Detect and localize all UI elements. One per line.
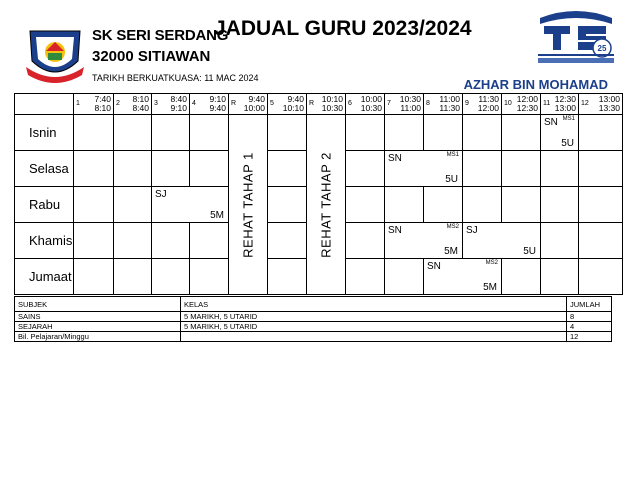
slot-cell (114, 115, 152, 151)
summary-header-classes: KELAS (181, 297, 567, 312)
slot-cell (346, 187, 385, 223)
break-cell-tahap-2: REHAT TAHAP 2 (307, 115, 346, 295)
slot-cell (385, 187, 424, 223)
slot-cell (346, 223, 385, 259)
period-header: 1 7:40 8:10 (74, 94, 114, 115)
slot-cell (268, 151, 307, 187)
day-label: Khamis (15, 223, 74, 259)
slot-cell (268, 115, 307, 151)
day-label: Isnin (15, 115, 74, 151)
lesson-class: 5M (444, 246, 458, 257)
summary-header-row (15, 297, 612, 312)
slot-cell (502, 151, 541, 187)
day-label: Jumaat (15, 259, 74, 295)
lesson-room: MS2 (485, 260, 498, 266)
lesson-subject: SN (388, 225, 402, 236)
slot-cell (502, 259, 541, 295)
slot-cell (424, 115, 463, 151)
slot-cell (346, 115, 385, 151)
summary-row (15, 322, 612, 332)
slot-cell (502, 115, 541, 151)
slot-cell (541, 223, 579, 259)
subject-summary-table (14, 296, 611, 342)
slot-cell (385, 115, 424, 151)
summary-total: 8 (567, 312, 612, 322)
slot-cell (385, 259, 424, 295)
school-logo (24, 25, 86, 85)
slot-cell (190, 115, 229, 151)
period-header: 12 13:00 13:30 (579, 94, 623, 115)
slot-cell (346, 259, 385, 295)
ministry-logo (536, 8, 616, 64)
slot-cell (579, 223, 623, 259)
period-header: 11 12:30 13:00 (541, 94, 579, 115)
slot-cell (74, 223, 114, 259)
summary-row (15, 312, 612, 322)
slot-cell (190, 151, 229, 187)
slot-cell (74, 259, 114, 295)
period-header: 4 9:10 9:40 (190, 94, 229, 115)
period-header: 5 9:40 10:10 (268, 94, 307, 115)
school-crest-icon (24, 25, 86, 85)
lesson-room: MS1 (446, 152, 459, 158)
slot-cell (190, 223, 229, 259)
slot-cell (579, 187, 623, 223)
lesson-class: 5U (445, 174, 458, 185)
lesson-cell (385, 151, 463, 187)
lesson-cell (424, 259, 502, 295)
slot-cell (152, 115, 190, 151)
summary-classes: 5 MARIKH, 5 UTARID (181, 312, 567, 322)
slot-cell (268, 259, 307, 295)
summary-footer-empty (181, 332, 567, 342)
lesson-cell (541, 115, 579, 151)
slot-cell (579, 151, 623, 187)
slot-cell (74, 115, 114, 151)
lesson-subject: SJ (466, 225, 478, 236)
slot-cell (114, 259, 152, 295)
period-header-row (15, 94, 623, 115)
timetable (14, 93, 622, 293)
period-header: 3 8:40 9:10 (152, 94, 190, 115)
slot-cell (268, 223, 307, 259)
lesson-room: MS2 (446, 224, 459, 230)
slot-cell (541, 259, 579, 295)
slot-cell (74, 187, 114, 223)
period-header: 6 10:00 10:30 (346, 94, 385, 115)
break-cell-tahap-1: REHAT TAHAP 1 (229, 115, 268, 295)
teacher-name: AZHAR BIN MOHAMAD (463, 77, 608, 92)
slot-cell (152, 151, 190, 187)
period-header: 8 11:00 11:30 (424, 94, 463, 115)
ministry-logo-icon (536, 8, 616, 64)
slot-cell (463, 115, 502, 151)
slot-cell (463, 151, 502, 187)
period-header: 2 8:10 8:40 (114, 94, 152, 115)
slot-cell (502, 187, 541, 223)
period-header: 10 12:00 12:30 (502, 94, 541, 115)
summary-total: 4 (567, 322, 612, 332)
lesson-subject: SJ (155, 189, 167, 200)
slot-cell (463, 187, 502, 223)
day-label: Selasa (15, 151, 74, 187)
slot-cell (579, 115, 623, 151)
lesson-class: 5U (561, 138, 574, 149)
summary-subject: SEJARAH (15, 322, 181, 332)
lesson-subject: SN (388, 153, 402, 164)
day-row-isnin (15, 115, 623, 151)
svg-text:25: 25 (597, 44, 607, 53)
period-header: 7 10:30 11:00 (385, 94, 424, 115)
lesson-cell (463, 223, 541, 259)
header-corner-cell (15, 94, 74, 115)
slot-cell (114, 151, 152, 187)
school-postcode: 32000 SITIAWAN (92, 48, 211, 65)
lesson-class: 5M (210, 210, 224, 221)
lesson-room: MS1 (562, 116, 575, 122)
summary-footer-total: 12 (567, 332, 612, 342)
summary-header-total: JUMLAH (567, 297, 612, 312)
summary-footer-label: Bil. Pelajaran/Minggu (15, 332, 181, 342)
day-label: Rabu (15, 187, 74, 223)
lesson-cell (152, 187, 229, 223)
period-header: R 10:10 10:30 (307, 94, 346, 115)
slot-cell (152, 259, 190, 295)
slot-cell (114, 223, 152, 259)
summary-header-subject: SUBJEK (15, 297, 181, 312)
period-header: 9 11:30 12:00 (463, 94, 502, 115)
page-title: JADUAL GURU 2023/2024 (214, 17, 472, 40)
lesson-class: 5U (523, 246, 536, 257)
slot-cell (114, 187, 152, 223)
summary-classes: 5 MARIKH, 5 UTARID (181, 322, 567, 332)
lesson-subject: SN (427, 261, 441, 272)
slot-cell (268, 187, 307, 223)
effective-date: TARIKH BERKUATKUASA: 11 MAC 2024 (92, 73, 259, 83)
slot-cell (579, 259, 623, 295)
slot-cell (152, 223, 190, 259)
slot-cell (346, 151, 385, 187)
slot-cell (190, 259, 229, 295)
slot-cell (541, 151, 579, 187)
lesson-class: 5M (483, 282, 497, 293)
lesson-cell (385, 223, 463, 259)
slot-cell (541, 187, 579, 223)
summary-subject: SAINS (15, 312, 181, 322)
summary-footer-row (15, 332, 612, 342)
lesson-subject: SN (544, 117, 558, 128)
slot-cell (74, 151, 114, 187)
slot-cell (424, 187, 463, 223)
school-name: SK SERI SERDANG (92, 27, 229, 44)
period-header: R 9:40 10:00 (229, 94, 268, 115)
